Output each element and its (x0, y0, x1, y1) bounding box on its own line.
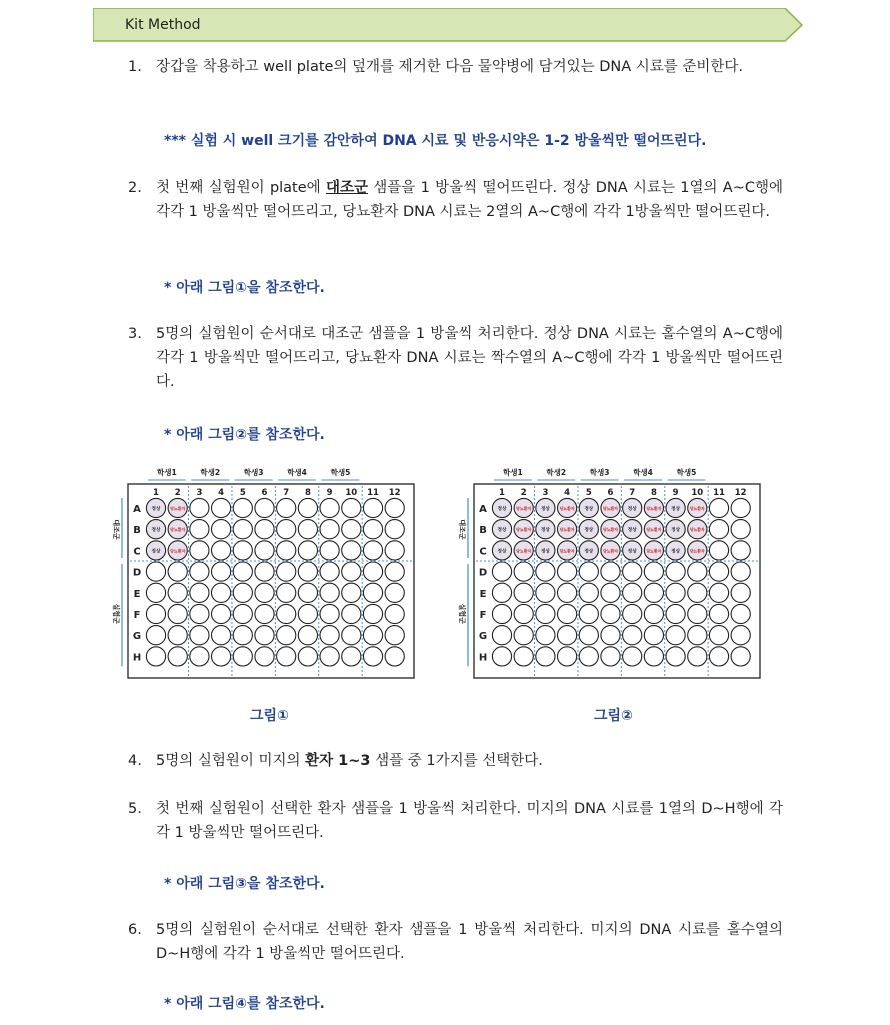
well (320, 583, 339, 602)
well (623, 583, 642, 602)
well (514, 647, 533, 666)
step-3: 3. 5명의 실험원이 순서대로 대조군 샘플을 1 방울씩 처리한다. 정상 DNA 시료는 홀수열의 A~C행에 각각 1 방울씩만 떨어뜨리고, 당뇨환자 DNA 시료는 짝수열의 A~C행에 각각 1 방울씩만 떨어뜨린다. (128, 326, 783, 390)
well (277, 604, 296, 623)
well (666, 604, 685, 623)
student-label: 학생3 (243, 468, 264, 477)
well (492, 626, 511, 645)
well (342, 626, 361, 645)
well (255, 520, 274, 539)
column-number: 8 (304, 488, 311, 498)
well-label-normal: 정상 (151, 549, 161, 555)
column-number: 10 (345, 488, 358, 498)
well (644, 583, 663, 602)
student-label: 학생4 (287, 468, 307, 477)
well (255, 583, 274, 602)
column-number: 1 (153, 488, 159, 498)
well (320, 498, 339, 517)
well (255, 541, 274, 560)
well (363, 541, 382, 560)
column-number: 11 (367, 488, 379, 498)
well (536, 604, 555, 623)
well (212, 604, 231, 623)
well-label-diabetic: 당뇨환자 (602, 527, 619, 533)
well (363, 626, 382, 645)
well (709, 647, 728, 666)
column-number: 3 (196, 488, 203, 498)
well (320, 647, 339, 666)
well (385, 498, 404, 517)
row-letter: E (133, 588, 141, 600)
well (190, 520, 209, 539)
column-number: 2 (520, 488, 527, 498)
note-figure-4: * 아래 그림④를 참조한다. (164, 996, 325, 1012)
well-label-diabetic: 당뇨환자 (559, 527, 575, 533)
well (233, 520, 252, 539)
well (298, 583, 317, 602)
column-number: 6 (261, 488, 268, 498)
well-label-diabetic: 당뇨환자 (646, 548, 662, 554)
well (688, 562, 707, 581)
well-label-normal: 정상 (627, 528, 637, 534)
well-label-normal: 정상 (540, 507, 550, 512)
well (514, 604, 533, 623)
well (168, 626, 187, 645)
well (277, 541, 296, 560)
step-5: 5. 첫 번째 실험원이 선택한 환자 샘플을 1 방울씩 처리한다. 미지의 DNA 시료를 1열의 D~H행에 각각 1 방울씩만 떨어뜨린다. (128, 801, 783, 841)
well (255, 604, 274, 623)
column-number: 10 (691, 488, 704, 498)
well (146, 583, 165, 602)
well (363, 498, 382, 517)
well (666, 647, 685, 666)
well (320, 562, 339, 581)
well (579, 647, 598, 666)
group-label-experiment: 실험군 (458, 603, 466, 624)
well-label-diabetic: 당뇨환자 (170, 527, 186, 533)
row-letter: C (133, 546, 141, 558)
well (644, 647, 663, 666)
column-number: 12 (388, 488, 401, 498)
well (212, 583, 231, 602)
column-number: 5 (585, 488, 592, 498)
well (579, 626, 598, 645)
student-label: 학생5 (676, 468, 697, 477)
well (601, 583, 620, 602)
row-letter: H (478, 652, 488, 664)
well (342, 604, 361, 623)
well-label-diabetic: 당뇨환자 (516, 527, 532, 533)
well (731, 647, 750, 666)
column-number: 7 (629, 488, 636, 498)
well (233, 562, 252, 581)
well-label-diabetic: 당뇨환자 (646, 527, 662, 533)
column-number: 2 (174, 488, 181, 498)
well (731, 583, 750, 602)
column-number: 7 (283, 488, 290, 498)
well (190, 647, 209, 666)
group-label-control: 대조군 (112, 519, 120, 540)
well (688, 626, 707, 645)
well (277, 626, 296, 645)
well (255, 562, 274, 581)
well-label-diabetic: 당뇨환자 (689, 548, 705, 554)
well (666, 626, 685, 645)
column-number: 6 (607, 488, 614, 498)
well (146, 626, 165, 645)
figure-1-caption: 그림① (250, 708, 289, 724)
well (255, 647, 274, 666)
note-figure-2: * 아래 그림②를 참조한다. (164, 427, 325, 443)
well (536, 562, 555, 581)
well-label-diabetic: 당뇨환자 (559, 548, 575, 554)
well (190, 583, 209, 602)
well (298, 520, 317, 539)
well (212, 498, 231, 517)
student-label: 학생1 (502, 468, 523, 477)
well (558, 647, 577, 666)
row-letter: B (479, 525, 487, 537)
well (385, 583, 404, 602)
well-label-normal: 정상 (671, 549, 681, 555)
row-letter: A (133, 504, 141, 515)
column-number: 4 (564, 488, 571, 498)
figure-1-well-plate (108, 462, 420, 684)
well (146, 604, 165, 623)
well-label-diabetic: 당뇨환자 (646, 506, 662, 511)
row-letter: F (479, 610, 487, 621)
well (536, 583, 555, 602)
well-label-diabetic: 당뇨환자 (170, 506, 186, 511)
well (731, 626, 750, 645)
well (731, 498, 750, 517)
well (168, 604, 187, 623)
well (601, 626, 620, 645)
well-label-normal: 정상 (540, 549, 550, 555)
well (212, 520, 231, 539)
well (233, 604, 252, 623)
well (623, 562, 642, 581)
figure-2-caption: 그림② (594, 708, 633, 724)
well-label-diabetic: 당뇨환자 (602, 506, 619, 511)
well (233, 647, 252, 666)
well (363, 647, 382, 666)
row-letter: E (479, 588, 487, 600)
well (168, 647, 187, 666)
note-figure-1: * 아래 그림①을 참조한다. (164, 280, 325, 296)
column-number: 5 (239, 488, 246, 498)
figure-2-well-plate (454, 462, 766, 684)
student-label: 학생2 (546, 468, 567, 477)
well (342, 541, 361, 560)
well (601, 647, 620, 666)
column-number: 1 (499, 488, 505, 498)
note-drop-amount: *** 실험 시 well 크기를 감안하여 DNA 시료 및 반응시약은 1-2 방울씩만 떨어뜨린다. (164, 133, 707, 149)
well (298, 647, 317, 666)
well (601, 604, 620, 623)
well (558, 604, 577, 623)
well (709, 583, 728, 602)
well (233, 498, 252, 517)
column-number: 3 (542, 488, 549, 498)
column-number: 9 (326, 488, 333, 498)
well (255, 498, 274, 517)
well (277, 647, 296, 666)
well (536, 626, 555, 645)
well-label-normal: 정상 (540, 528, 550, 534)
well (320, 541, 339, 560)
step-4: 4. 5명의 실험원이 미지의 환자 1~3 샘플 중 1가지를 선택한다. (128, 753, 543, 769)
well (492, 604, 511, 623)
well (558, 562, 577, 581)
well (514, 583, 533, 602)
student-label: 학생5 (330, 468, 351, 477)
column-number: 4 (218, 488, 225, 498)
well (623, 604, 642, 623)
row-letter: G (478, 631, 488, 643)
well (146, 647, 165, 666)
group-label-experiment: 실험군 (112, 603, 120, 624)
well (688, 583, 707, 602)
well (709, 520, 728, 539)
well (709, 498, 728, 517)
well (709, 541, 728, 560)
well (212, 562, 231, 581)
well-label-diabetic: 당뇨환자 (516, 506, 532, 511)
well (190, 498, 209, 517)
well (146, 562, 165, 581)
row-letter: D (132, 567, 142, 579)
student-label: 학생2 (200, 468, 221, 477)
well (320, 604, 339, 623)
well-label-normal: 정상 (671, 507, 681, 512)
well (514, 626, 533, 645)
well (579, 604, 598, 623)
column-number: 9 (672, 488, 679, 498)
well-label-diabetic: 당뇨환자 (516, 548, 532, 554)
well (363, 562, 382, 581)
well (168, 562, 187, 581)
well-label-normal: 정상 (584, 507, 594, 512)
well (298, 626, 317, 645)
well (385, 604, 404, 623)
well (385, 626, 404, 645)
group-label-control: 대조군 (458, 519, 466, 540)
well (342, 498, 361, 517)
well (277, 562, 296, 581)
well (298, 498, 317, 517)
well (644, 604, 663, 623)
well (579, 583, 598, 602)
well-label-diabetic: 당뇨환자 (559, 506, 575, 511)
well (688, 604, 707, 623)
well (233, 583, 252, 602)
well (731, 604, 750, 623)
well (558, 583, 577, 602)
section-header (93, 8, 803, 42)
well (623, 626, 642, 645)
well (536, 647, 555, 666)
well (385, 541, 404, 560)
row-letter: G (132, 631, 142, 643)
well (385, 520, 404, 539)
row-letter: B (133, 525, 141, 537)
well-label-normal: 정상 (497, 507, 507, 512)
well (709, 562, 728, 581)
well (212, 541, 231, 560)
well (514, 562, 533, 581)
well (190, 604, 209, 623)
well (709, 626, 728, 645)
well (255, 626, 274, 645)
well (492, 562, 511, 581)
section-title: Kit Method (125, 17, 201, 33)
well (342, 562, 361, 581)
row-letter: H (132, 652, 142, 664)
well (579, 562, 598, 581)
row-letter: D (478, 567, 488, 579)
well-label-normal: 정상 (584, 528, 594, 534)
well-label-normal: 정상 (584, 549, 594, 555)
well-label-normal: 정상 (151, 528, 161, 534)
well (277, 520, 296, 539)
well (233, 541, 252, 560)
note-figure-3: * 아래 그림③을 참조한다. (164, 876, 325, 892)
well (644, 562, 663, 581)
well (363, 583, 382, 602)
well (320, 626, 339, 645)
well (688, 647, 707, 666)
student-label: 학생3 (589, 468, 610, 477)
well (644, 626, 663, 645)
well (731, 520, 750, 539)
well (558, 626, 577, 645)
row-letter: C (479, 546, 487, 558)
well (190, 626, 209, 645)
well-label-normal: 정상 (671, 528, 681, 534)
well (190, 541, 209, 560)
well (492, 583, 511, 602)
well (342, 647, 361, 666)
well (731, 562, 750, 581)
well-label-normal: 정상 (627, 507, 637, 512)
well-label-diabetic: 당뇨환자 (602, 548, 619, 554)
well (601, 562, 620, 581)
student-label: 학생4 (633, 468, 653, 477)
well (623, 647, 642, 666)
well (212, 647, 231, 666)
well (298, 541, 317, 560)
well-label-normal: 정상 (497, 549, 507, 555)
well-label-diabetic: 당뇨환자 (689, 506, 705, 511)
well-label-normal: 정상 (151, 507, 161, 512)
well (277, 498, 296, 517)
column-number: 11 (713, 488, 725, 498)
well (298, 604, 317, 623)
row-letter: A (479, 504, 487, 515)
column-number: 12 (734, 488, 747, 498)
well-label-diabetic: 당뇨환자 (689, 527, 705, 533)
well-label-diabetic: 당뇨환자 (170, 548, 186, 554)
well (168, 583, 187, 602)
well (385, 647, 404, 666)
well (492, 647, 511, 666)
column-number: 8 (650, 488, 657, 498)
well (233, 626, 252, 645)
well (385, 562, 404, 581)
emphasis-control: 대조군 (325, 180, 368, 196)
well (731, 541, 750, 560)
well-label-normal: 정상 (627, 549, 637, 555)
step-6: 6. 5명의 실험원이 순서대로 선택한 환자 샘플을 1 방울씩 처리한다. 미지의 DNA 시료를 홀수열의 D~H행에 각각 1 방울씩만 떨어뜨린다. (128, 922, 783, 962)
student-label: 학생1 (156, 468, 177, 477)
well (363, 604, 382, 623)
step-2: 2. 첫 번째 실험원이 plate에 대조군 샘플을 1 방울씩 떨어뜨린다. 정상 DNA 시료는 1열의 A~C행에 각각 1 방울씩만 떨어뜨리고, 당뇨환자 DNA 시료는 2열의 A~C행에 각각 1방울씩만 떨어뜨린다. (128, 180, 783, 220)
well (342, 583, 361, 602)
well (277, 583, 296, 602)
well (666, 583, 685, 602)
well (709, 604, 728, 623)
well-label-normal: 정상 (497, 528, 507, 534)
emphasis-patient: 환자 1~3 (305, 753, 371, 769)
row-letter: F (133, 610, 141, 621)
step-1: 1. 장갑을 착용하고 well plate의 덮개를 제거한 다음 물약병에 담겨있는 DNA 시료를 준비한다. (128, 59, 744, 75)
well (212, 626, 231, 645)
well (342, 520, 361, 539)
well (320, 520, 339, 539)
well (666, 562, 685, 581)
well (298, 562, 317, 581)
well (190, 562, 209, 581)
well (363, 520, 382, 539)
